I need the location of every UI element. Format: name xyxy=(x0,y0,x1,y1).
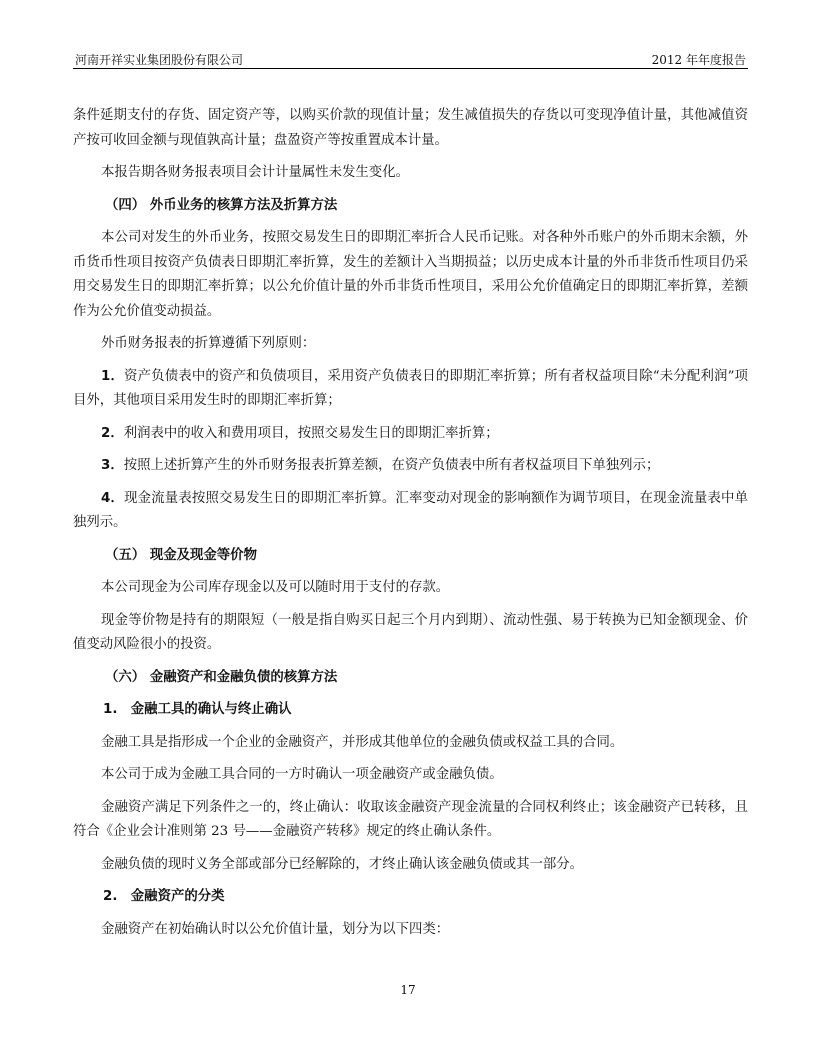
paragraph: 本公司对发生的外币业务，按照交易发生日的即期汇率折合人民币记账。对各种外币账户的外币期末余额，外币货币性项目按资产负债表日即期汇率折算，发生的差额计入当期损益；以历史成本计量的外币非货币性项目仍采用交易发生日的即期汇率折算；以公允价值计量的外币非货币性项目，采用公允价值确定日的即期汇率折算，差额作为公允价值变动损益。 xyxy=(73,230,748,319)
page-number: 17 xyxy=(400,983,416,997)
paragraph: 本公司于成为金融工具合同的一方时确认一项金融资产或金融负债。 xyxy=(101,767,503,782)
list-item-number: 2． xyxy=(101,425,124,441)
section-heading: （五） 现金及现金等价物 xyxy=(105,547,257,563)
list-item-number: 1． xyxy=(101,368,125,384)
list-item xyxy=(73,365,748,414)
list-item-text: 按照上述折算产生的外币财务报表折算差额，在资产负债表中所有者权益项目下单独列示； xyxy=(123,458,660,473)
list-item xyxy=(73,487,748,536)
header-company: 河南开祥实业集团股份有限公司 xyxy=(75,53,244,67)
paragraph: 金融工具是指形成一个企业的金融资产，并形成其他单位的金融负债或权益工具的合同。 xyxy=(101,734,624,750)
list-item-text: 利润表中的收入和费用项目，按照交易发生日的即期汇率折算； xyxy=(123,425,499,441)
section-heading: （六） 金融资产和金融负债的核算方法 xyxy=(105,669,338,685)
paragraph: 金融资产在初始确认时以公允价值计量，划分为以下四类： xyxy=(101,921,450,937)
list-item-text: 资产负债表中的资产和负债项目，采用资产负债表日的即期汇率折算；所有者权益项目除“未分配利润”项目外，其他项目采用发生时的即期汇率折算； xyxy=(73,368,748,408)
document-body xyxy=(73,104,748,950)
paragraph: 条件延期支付的存货、固定资产等，以购买价款的现值计量；发生减值损失的存货以可变现净值计量，其他减值资产按可收回金额与现值孰高计量；盘盈资产等按重置成本计量。 xyxy=(73,108,748,148)
list-item-number: 3． xyxy=(101,458,124,473)
list-item xyxy=(73,454,748,479)
list-item xyxy=(73,422,748,447)
paragraph: 金融负债的现时义务全部或部分已经解除的，才终止确认该金融负债或其一部分。 xyxy=(101,856,584,872)
page-header xyxy=(73,50,748,69)
subsection-heading: 1. 金融工具的确认与终止确认 xyxy=(103,702,292,717)
paragraph: 本报告期各财务报表项目会计计量属性未发生变化。 xyxy=(101,165,409,180)
list-item-text: 现金流量表按照交易发生日的即期汇率折算。汇率变动对现金的影响额作为调节项目，在现金流量表中单独列示。 xyxy=(73,490,748,530)
paragraph: 金融资产满足下列条件之一的，终止确认：收取该金融资产现金流量的合同权利终止；该金融资产已转移，且符合《企业会计准则第 23 号——金融资产转移》规定的终止确认条件。 xyxy=(73,799,748,839)
section-heading: （四） 外币业务的核算方法及折算方法 xyxy=(105,197,338,213)
paragraph: 现金等价物是持有的期限短（一般是指自购买日起三个月内到期）、流动性强、易于转换为已知金额现金、价值变动风险很小的投资。 xyxy=(73,612,748,652)
list-item-number: 4． xyxy=(101,490,125,506)
header-report-title: 2012 年年度报告 xyxy=(651,53,746,67)
subsection-heading: 2. 金融资产的分类 xyxy=(103,889,225,904)
paragraph: 外币财务报表的折算遵循下列原则： xyxy=(101,336,316,351)
paragraph: 本公司现金为公司库存现金以及可以随时用于支付的存款。 xyxy=(101,580,450,595)
